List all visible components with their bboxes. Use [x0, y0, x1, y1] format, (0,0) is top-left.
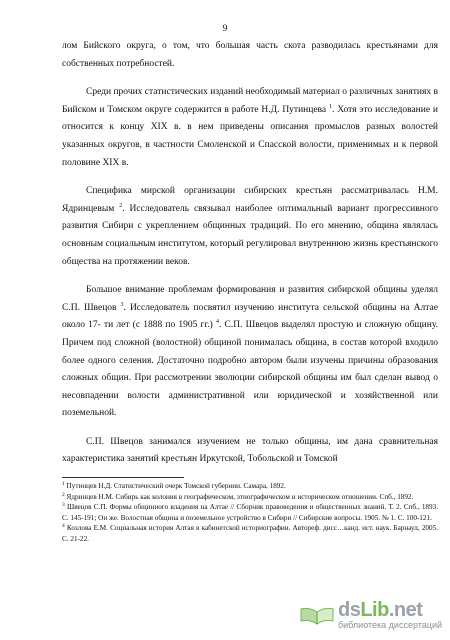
- footnote-ref: 2: [119, 202, 123, 209]
- footnote-ref: 3: [120, 301, 124, 308]
- footnote-mark: 4: [62, 523, 65, 529]
- paragraph: [62, 84, 438, 172]
- footnote-text: Ядринцев Н.М. Сибирь как колония в географическом, этнографическом и историческом отношении. Спб., 1892.: [66, 492, 414, 501]
- paragraph-text: . Хотя это исследование и относится к концу XIX в. в нем приведены описания промыслов разных волостей указанных округов, в частности Смоленской и Спасской волости, применимых и к первой половине XIX в.: [62, 104, 439, 168]
- paragraph-text: лом Бийского округа, о том, что большая часть скота разводилась крестьянами для собственных потребностей.: [62, 41, 438, 69]
- body-text: [62, 38, 438, 480]
- paragraph-text: . Исследователь связывал наиболее оптимальный вариант прогрессивного развития Сибири с укреплением общинных традиций. По его мнению, община являлась основным социальным институтом, который регулировал внутреннюю жизнь крестьянского общества на протяжении веков.: [62, 203, 438, 267]
- paragraph-text: Среди прочих статистических изданий необходимый материал о различных занятиях в Бийском и Томском округе содержится в работе Н.Д. Путинцева: [62, 87, 438, 115]
- watermark-name-lib: Lib: [360, 599, 389, 621]
- paragraph-text: С.П. Швецов занимался изучением не только общины, им дана сравнительная характеристика занятий крестьян Иркутской, Тобольской и Томской: [62, 436, 438, 465]
- footnote-mark: 3: [62, 502, 65, 508]
- footnotes: [62, 481, 438, 544]
- footnote: [62, 481, 438, 492]
- footnote: [62, 502, 438, 523]
- watermark-name-net: .net: [388, 599, 423, 621]
- dslib-watermark[interactable]: [300, 600, 442, 630]
- footnote: [62, 492, 438, 503]
- paragraph-text: Большое внимание проблемам формирования и развития сибирской общины уделял С.П. Швецов: [62, 285, 438, 313]
- footnote-ref: 1: [329, 103, 333, 110]
- paragraph-text: . Исследователь посвятил изучению института сельской общины на Алтае около 17- ти лет (с 1888 по 1905 гг.): [62, 302, 438, 331]
- paragraph-text: Специфика мирской организации сибирских крестьян рассматривалась Н.М. Ядринцевым: [62, 186, 438, 214]
- watermark-name: [338, 600, 422, 620]
- paragraph: [62, 38, 438, 73]
- watermark-tagline: библиотека диссертаций: [337, 620, 442, 630]
- footnote-text: Швецов С.П. Формы общинного владения на Алтае // Сборник правоведения и общественных знаний. Т. 2. Спб., 1893. С. 145-191; Он же. Волостная община и поземельное устройство в Сибири // Сибирские вопросы. 1905. № 1. С. 100-121.: [62, 503, 438, 522]
- watermark-name-ds: ds: [337, 599, 361, 621]
- book-icon: [300, 604, 334, 626]
- footnote: [62, 523, 438, 544]
- paragraph: [62, 434, 438, 469]
- footnote-text: Козлова Е.М. Социальная история Алтая в кабинетской историографии. Автореф. дисс…канд. ист. наук. Барнаул, 2005. С. 21-22.: [62, 524, 438, 543]
- footnote-text: Путинцев Н.Д. Статистический очерк Томской губернии. Самара, 1892.: [66, 482, 286, 490]
- footnote-mark: 2: [62, 491, 65, 498]
- watermark-text: [338, 600, 442, 630]
- page-number: 9: [222, 24, 228, 34]
- paragraph-text: . С.П. Швецов выделял простую и сложную общину. Причем под сложной (волостной) общиной понималась община, в состав которой входило более одного селения. Достаточно подробно автором были изучены причины образования сложных общин. При рассмотрении эволюции сибирской общины им был сделан вывод о несовпадении волости административной или юридической и хозяйственной или поземельной.: [62, 320, 438, 419]
- paragraph: [62, 183, 438, 271]
- footnote-rule: [62, 477, 184, 478]
- paragraph: [62, 282, 438, 423]
- footnote-mark: 1: [62, 481, 65, 487]
- footnote-ref: 4: [215, 319, 219, 326]
